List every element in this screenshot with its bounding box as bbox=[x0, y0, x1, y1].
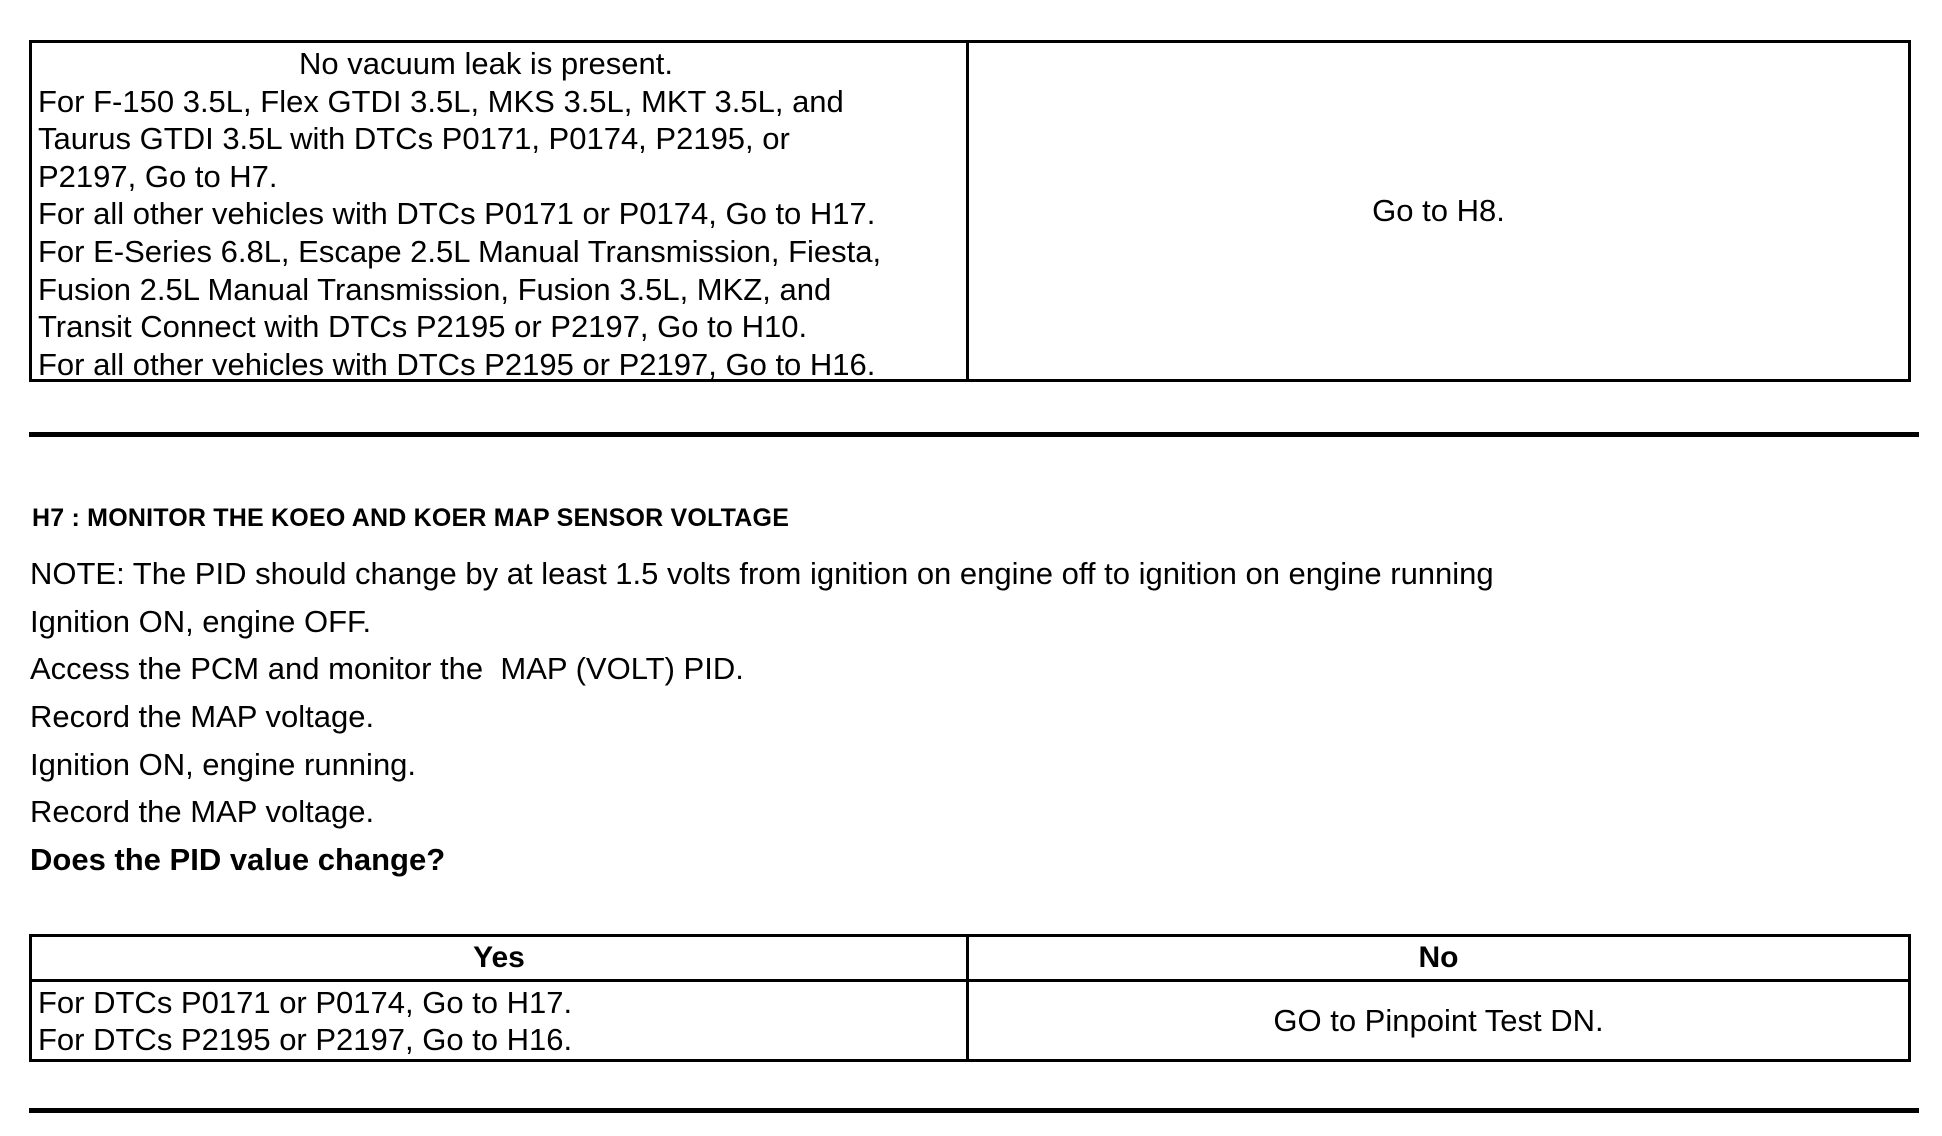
step-instructions bbox=[30, 550, 1494, 884]
result-line: Fusion 2.5L Manual Transmission, Fusion 3.5L, MKZ, and bbox=[38, 271, 832, 307]
table-header-row bbox=[32, 937, 1908, 982]
section-divider bbox=[29, 432, 1919, 437]
yes-result-cell bbox=[32, 982, 969, 1059]
instruction-line: Record the MAP voltage. bbox=[30, 699, 375, 735]
instruction-line: Record the MAP voltage. bbox=[30, 794, 375, 830]
table-row bbox=[32, 982, 1908, 1059]
instruction-line: Access the PCM and monitor the MAP (VOLT) PID. bbox=[30, 651, 744, 687]
result-table-top bbox=[29, 40, 1911, 382]
result-line: For E-Series 6.8L, Escape 2.5L Manual Transmission, Fiesta, bbox=[38, 233, 882, 269]
no-result-cell bbox=[969, 43, 1908, 379]
result-line: For all other vehicles with DTCs P2195 or P2197, Go to H16. bbox=[38, 346, 876, 382]
no-result-cell bbox=[969, 982, 1908, 1059]
section-divider bbox=[29, 1108, 1919, 1113]
yes-result-cell bbox=[32, 43, 969, 382]
step-heading: H7 : MONITOR THE KOEO AND KOER MAP SENSOR VOLTAGE bbox=[32, 504, 790, 532]
no-header: No bbox=[1418, 941, 1459, 974]
yes-header: Yes bbox=[32, 937, 969, 979]
result-line: For all other vehicles with DTCs P0171 or P0174, Go to H17. bbox=[38, 196, 876, 232]
result-line: P2197, Go to H7. bbox=[38, 158, 278, 194]
result-line: For F-150 3.5L, Flex GTDI 3.5L, MKS 3.5L, MKT 3.5L, and bbox=[38, 83, 844, 119]
result-line: No vacuum leak is present. bbox=[299, 46, 673, 81]
no-result-text: Go to H8. bbox=[1372, 193, 1505, 228]
result-line: Taurus GTDI 3.5L with DTCs P0171, P0174, P2195, or bbox=[38, 121, 790, 157]
result-table-bottom bbox=[29, 934, 1911, 1062]
result-line: Transit Connect with DTCs P2195 or P2197, Go to H10. bbox=[38, 309, 808, 345]
instruction-line: Ignition ON, engine running. bbox=[30, 746, 417, 782]
result-line: For DTCs P2195 or P2197, Go to H16. bbox=[38, 1022, 573, 1057]
step-question: Does the PID value change? bbox=[30, 842, 446, 878]
note-line: NOTE: The PID should change by at least 1.5 volts from ignition on engine off to ignition on engine running bbox=[30, 556, 1494, 591]
result-line: For DTCs P0171 or P0174, Go to H17. bbox=[38, 985, 573, 1020]
instruction-line: Ignition ON, engine OFF. bbox=[30, 603, 372, 639]
no-result-text: GO to Pinpoint Test DN. bbox=[1273, 1002, 1604, 1038]
